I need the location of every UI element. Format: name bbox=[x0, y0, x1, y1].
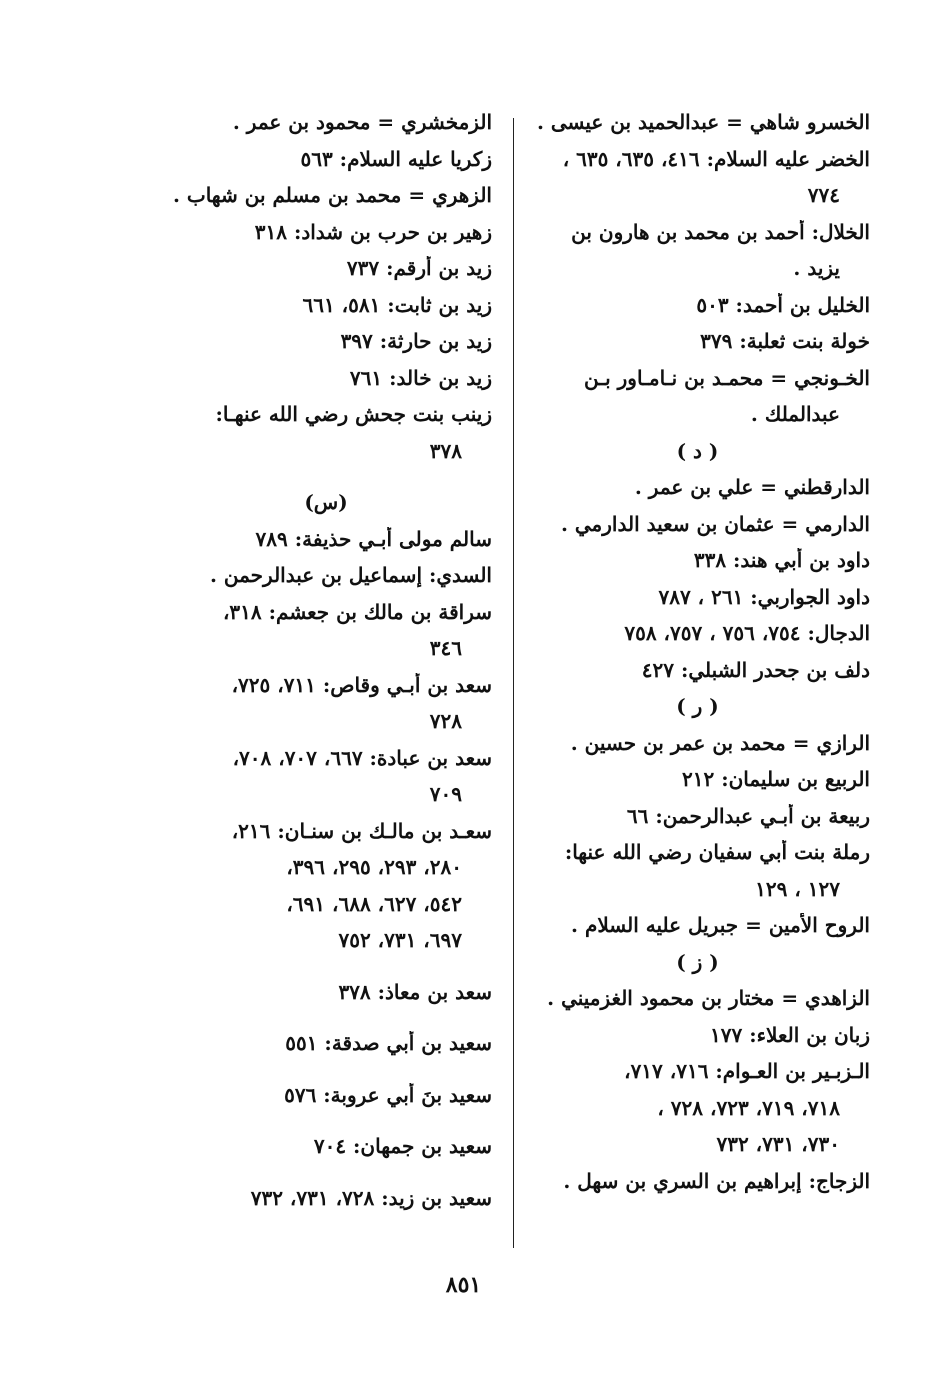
index-entry: الروح الأمين = جبريل عليه السلام . bbox=[571, 913, 870, 937]
index-entry: سعيد بن زيد: ٧٢٨، ٧٣١، ٧٣٢ bbox=[250, 1185, 492, 1210]
index-entry: الزجاج: إبراهيم بن السري بن سهل . bbox=[563, 1168, 870, 1193]
page-number: ٨٥١ bbox=[445, 1272, 482, 1298]
entry-continuation: ٧٢٨ bbox=[429, 709, 462, 733]
index-entry: الدارقطني = علي بن عمر . bbox=[634, 475, 870, 499]
section-heading: ( ز ) bbox=[676, 949, 719, 974]
index-entry: داود الجواربي: ٢٦١ ، ٧٨٧ bbox=[658, 584, 870, 609]
index-entry: السدي: إسماعيل بن عبدالرحمن . bbox=[209, 563, 492, 587]
section-heading: (س) bbox=[304, 490, 348, 514]
index-entry: الخسرو شاهي = عبدالحميد بن عيسى . bbox=[536, 110, 870, 134]
index-entry: خولة بنت ثعلبة: ٣٧٩ bbox=[700, 329, 870, 353]
index-entry: الخليل بن أحمد: ٥٠٣ bbox=[696, 292, 870, 317]
index-entry: سعيد بن أبي صدقة: ٥٥١ bbox=[285, 1031, 492, 1055]
entry-continuation: ٧٣٠، ٧٣١، ٧٣٢ bbox=[716, 1132, 840, 1156]
index-entry: سعد بن عبادة: ٦٦٧، ٧٠٧، ٧٠٨، bbox=[232, 745, 492, 770]
index-entry: ربيعة بن أبـي عبدالرحمن: ٦٦ bbox=[626, 803, 870, 828]
entry-continuation: ٧١٨، ٧١٩، ٧٢٣، ٧٢٨ ، bbox=[657, 1095, 840, 1120]
index-entry: الزهري = محمد بن مسلم بن شهاب . bbox=[172, 183, 492, 207]
entry-continuation: ٧٠٩ bbox=[429, 782, 462, 806]
index-entry: زيد بن خالد: ٧٦١ bbox=[349, 365, 492, 390]
spacer bbox=[160, 475, 492, 490]
entry-continuation: ٦٩٧، ٧٣١، ٧٥٢ bbox=[338, 928, 462, 952]
entry-continuation: ٣٤٦ bbox=[429, 636, 462, 660]
index-entry: الدارمي = عثمان بن سعيد الدارمي . bbox=[560, 511, 870, 536]
entry-continuation: ١٢٧ ، ١٢٩ bbox=[755, 876, 840, 901]
index-entry: الخـونجي = محمـد بن نـامـاور بـن bbox=[584, 365, 870, 390]
index-entry: دلف بن جحدر الشبلي: ٤٢٧ bbox=[641, 657, 870, 682]
section-heading: ( ر ) bbox=[676, 694, 719, 718]
entry-continuation: عبدالملك . bbox=[750, 402, 840, 426]
index-entry: زينب بنت جحش رضي الله عنهـا: bbox=[215, 402, 492, 426]
index-entry: الخلال: أحمد بن محمد بن هارون بن bbox=[571, 219, 870, 244]
index-entry: الدجال: ٧٥٤، ٧٥٦ ، ٧٥٧، ٧٥٨ bbox=[624, 621, 870, 645]
index-entry: الربيع بن سليمان: ٢١٢ bbox=[682, 767, 870, 791]
spacer bbox=[160, 1016, 492, 1031]
index-entry: الـزبـير بن العـوام: ٧١٦، ٧١٧، bbox=[624, 1059, 870, 1083]
index-entry: الخضر عليه السلام: ٤١٦، ٦٣٥، ٦٣٥ ، bbox=[562, 146, 870, 171]
index-entry: سالم مولى أبـي حذيفة: ٧٨٩ bbox=[255, 526, 492, 551]
index-entry: الزاهدي = مختار بن محمود الغزميني . bbox=[547, 986, 870, 1010]
entry-continuation: ٧٧٤ bbox=[807, 183, 840, 207]
left-column bbox=[160, 110, 492, 1222]
column-divider bbox=[513, 118, 514, 1248]
entry-continuation: ٢٨٠، ٢٩٣، ٢٩٥، ٣٩٦، bbox=[286, 855, 462, 879]
index-entry: زيد بن حارثة: ٣٩٧ bbox=[340, 329, 492, 353]
index-entry: الرازي = محمد بن عمر بن حسين . bbox=[570, 730, 870, 755]
entry-continuation: ٣٧٨ bbox=[429, 438, 462, 463]
index-entry: زيد بن أرقم: ٧٣٧ bbox=[346, 256, 492, 280]
index-entry: سعد بن أبـي وقاص: ٧١١، ٧٢٥، bbox=[231, 672, 492, 697]
right-column bbox=[525, 110, 870, 1205]
index-entry: الزمخشري = محمود بن عمر . bbox=[232, 110, 492, 134]
spacer bbox=[160, 1068, 492, 1083]
index-entry: رملة بنت أبي سفيان رضي الله عنها: bbox=[564, 840, 870, 864]
entry-continuation: ٥٤٢، ٦٢٧، ٦٨٨، ٦٩١، bbox=[286, 891, 462, 916]
spacer bbox=[160, 1171, 492, 1186]
index-entry: سعيد بنَ أبي عروبة: ٥٧٦ bbox=[284, 1082, 492, 1107]
index-entry: سعـد بن مالـك بن سنـان: ٢١٦، bbox=[231, 818, 492, 843]
spacer bbox=[160, 965, 492, 980]
index-entry: سعد بن معاذ: ٣٧٨ bbox=[338, 979, 492, 1004]
index-entry: زكريا عليه السلام: ٥٦٣ bbox=[300, 146, 492, 171]
index-entry: سعيد بن جمهان: ٧٠٤ bbox=[313, 1134, 492, 1158]
index-entry: زهير بن حرب بن شداد: ٣١٨ bbox=[254, 219, 492, 244]
section-heading: ( د ) bbox=[676, 438, 719, 463]
entry-continuation: يزيد . bbox=[793, 256, 840, 280]
index-entry: زيد بن ثابت: ٥٨١، ٦٦١ bbox=[302, 292, 492, 317]
index-entry: زبان بن العلاء: ١٧٧ bbox=[710, 1022, 870, 1047]
spacer bbox=[160, 1119, 492, 1134]
index-entry: سراقة بن مالك بن جعشم: ٣١٨، bbox=[222, 599, 492, 624]
index-entry: داود بن أبي هند: ٣٣٨ bbox=[693, 548, 870, 572]
